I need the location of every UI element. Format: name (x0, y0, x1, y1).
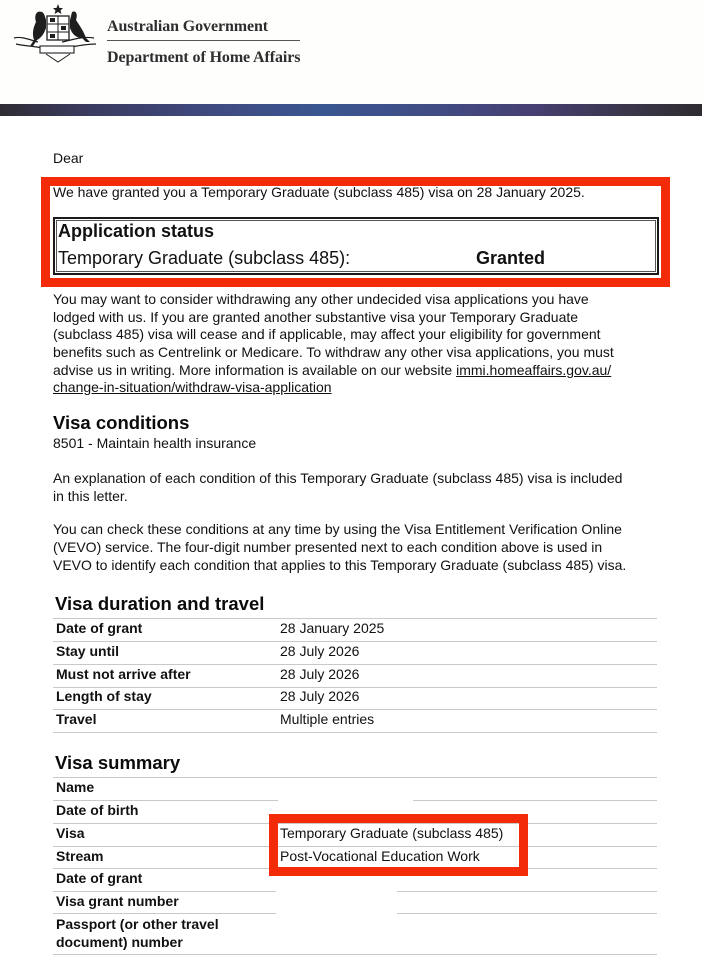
paragraph-line: You may want to consider withdrawing any other undecided visa applications you have (53, 291, 589, 307)
application-status-title: Application status (58, 221, 215, 241)
letterhead (0, 0, 702, 104)
summary-row-label: Stream (56, 848, 104, 864)
table-divider (53, 891, 276, 892)
summary-row-label: Date of birth (56, 802, 139, 818)
duration-row-label: Length of stay (56, 688, 152, 704)
conditions-explanation-line: in this letter. (53, 488, 128, 504)
table-divider (53, 618, 657, 619)
paragraph-line: (subclass 485) visa will cease and if applicable, may affect your eligibility for government (53, 326, 601, 342)
visa-conditions-heading: Visa conditions (53, 412, 190, 433)
paragraph-line (53, 362, 611, 380)
table-divider (397, 891, 657, 892)
table-divider (53, 641, 657, 642)
summary-row-label: Date of grant (56, 870, 143, 886)
table-divider (53, 732, 657, 733)
duration-row-value: Multiple entries (280, 711, 375, 727)
letterhead-divider (107, 40, 300, 41)
table-divider (53, 954, 657, 955)
duration-row-label: Stay until (56, 643, 120, 659)
highlight-box-visa-stream (269, 814, 528, 876)
summary-row-label: Passport (or other travel (56, 916, 219, 932)
vevo-line: You can check these conditions at any time by using the Visa Entitlement Verification Online (53, 521, 622, 537)
application-status-value: Granted (476, 248, 546, 268)
paragraph-line: lodged with us. If you are granted another substantive visa your Temporary Graduate (53, 309, 579, 325)
department-name: Department of Home Affairs (107, 49, 301, 66)
table-divider (53, 777, 657, 778)
coat-of-arms-icon (6, 2, 100, 68)
duration-row-value: 28 July 2026 (280, 643, 360, 659)
table-divider (397, 913, 657, 914)
duration-row-value: 28 July 2026 (280, 688, 360, 704)
visa-summary-heading: Visa summary (55, 752, 181, 773)
visa-duration-heading: Visa duration and travel (55, 593, 265, 614)
summary-row-label: Visa grant number (56, 893, 179, 909)
paragraph-line: benefits such as Centrelink or Medicare. To withdraw any other visa applications, you must (53, 344, 614, 360)
salutation: Dear (53, 150, 84, 166)
withdraw-visa-link[interactable]: immi.homeaffairs.gov.au/ (456, 362, 612, 378)
duration-row-value: 28 July 2026 (280, 666, 360, 682)
summary-row-value-visa: Temporary Graduate (subclass 485) (280, 825, 504, 841)
header-band (0, 104, 702, 116)
summary-row-label-continued: document) number (56, 934, 183, 950)
visa-condition-item: 8501 - Maintain health insurance (53, 435, 257, 451)
conditions-explanation-line: An explanation of each condition of this Temporary Graduate (subclass 485) visa is included (53, 470, 623, 486)
table-divider (53, 664, 657, 665)
duration-row-label: Travel (56, 711, 97, 727)
paragraph-line (53, 379, 332, 397)
vevo-line: VEVO to identify each condition that applies to this Temporary Graduate (subclass 485) visa. (53, 557, 627, 573)
duration-row-value: 28 January 2025 (280, 620, 385, 636)
summary-row-label: Visa (56, 825, 85, 841)
summary-row-label: Name (56, 779, 95, 795)
duration-row-label: Must not arrive after (56, 666, 191, 682)
table-divider (413, 800, 657, 801)
table-divider (53, 709, 657, 710)
paragraph-line-text: advise us in writing. More information is available on our website (53, 362, 457, 378)
table-divider (53, 800, 278, 801)
application-status-label: Temporary Graduate (subclass 485): (58, 248, 351, 268)
summary-row-value-stream: Post-Vocational Education Work (280, 848, 480, 864)
table-divider (53, 913, 276, 914)
vevo-line: (VEVO) service. The four-digit number presented next to each condition above is used in (53, 539, 603, 555)
government-name: Australian Government (107, 18, 269, 35)
grant-sentence: We have granted you a Temporary Graduate (subclass 485) visa on 28 January 2025. (53, 184, 585, 200)
duration-row-label: Date of grant (56, 620, 143, 636)
withdraw-visa-link-continued[interactable]: change-in-situation/withdraw-visa-application (53, 379, 332, 395)
